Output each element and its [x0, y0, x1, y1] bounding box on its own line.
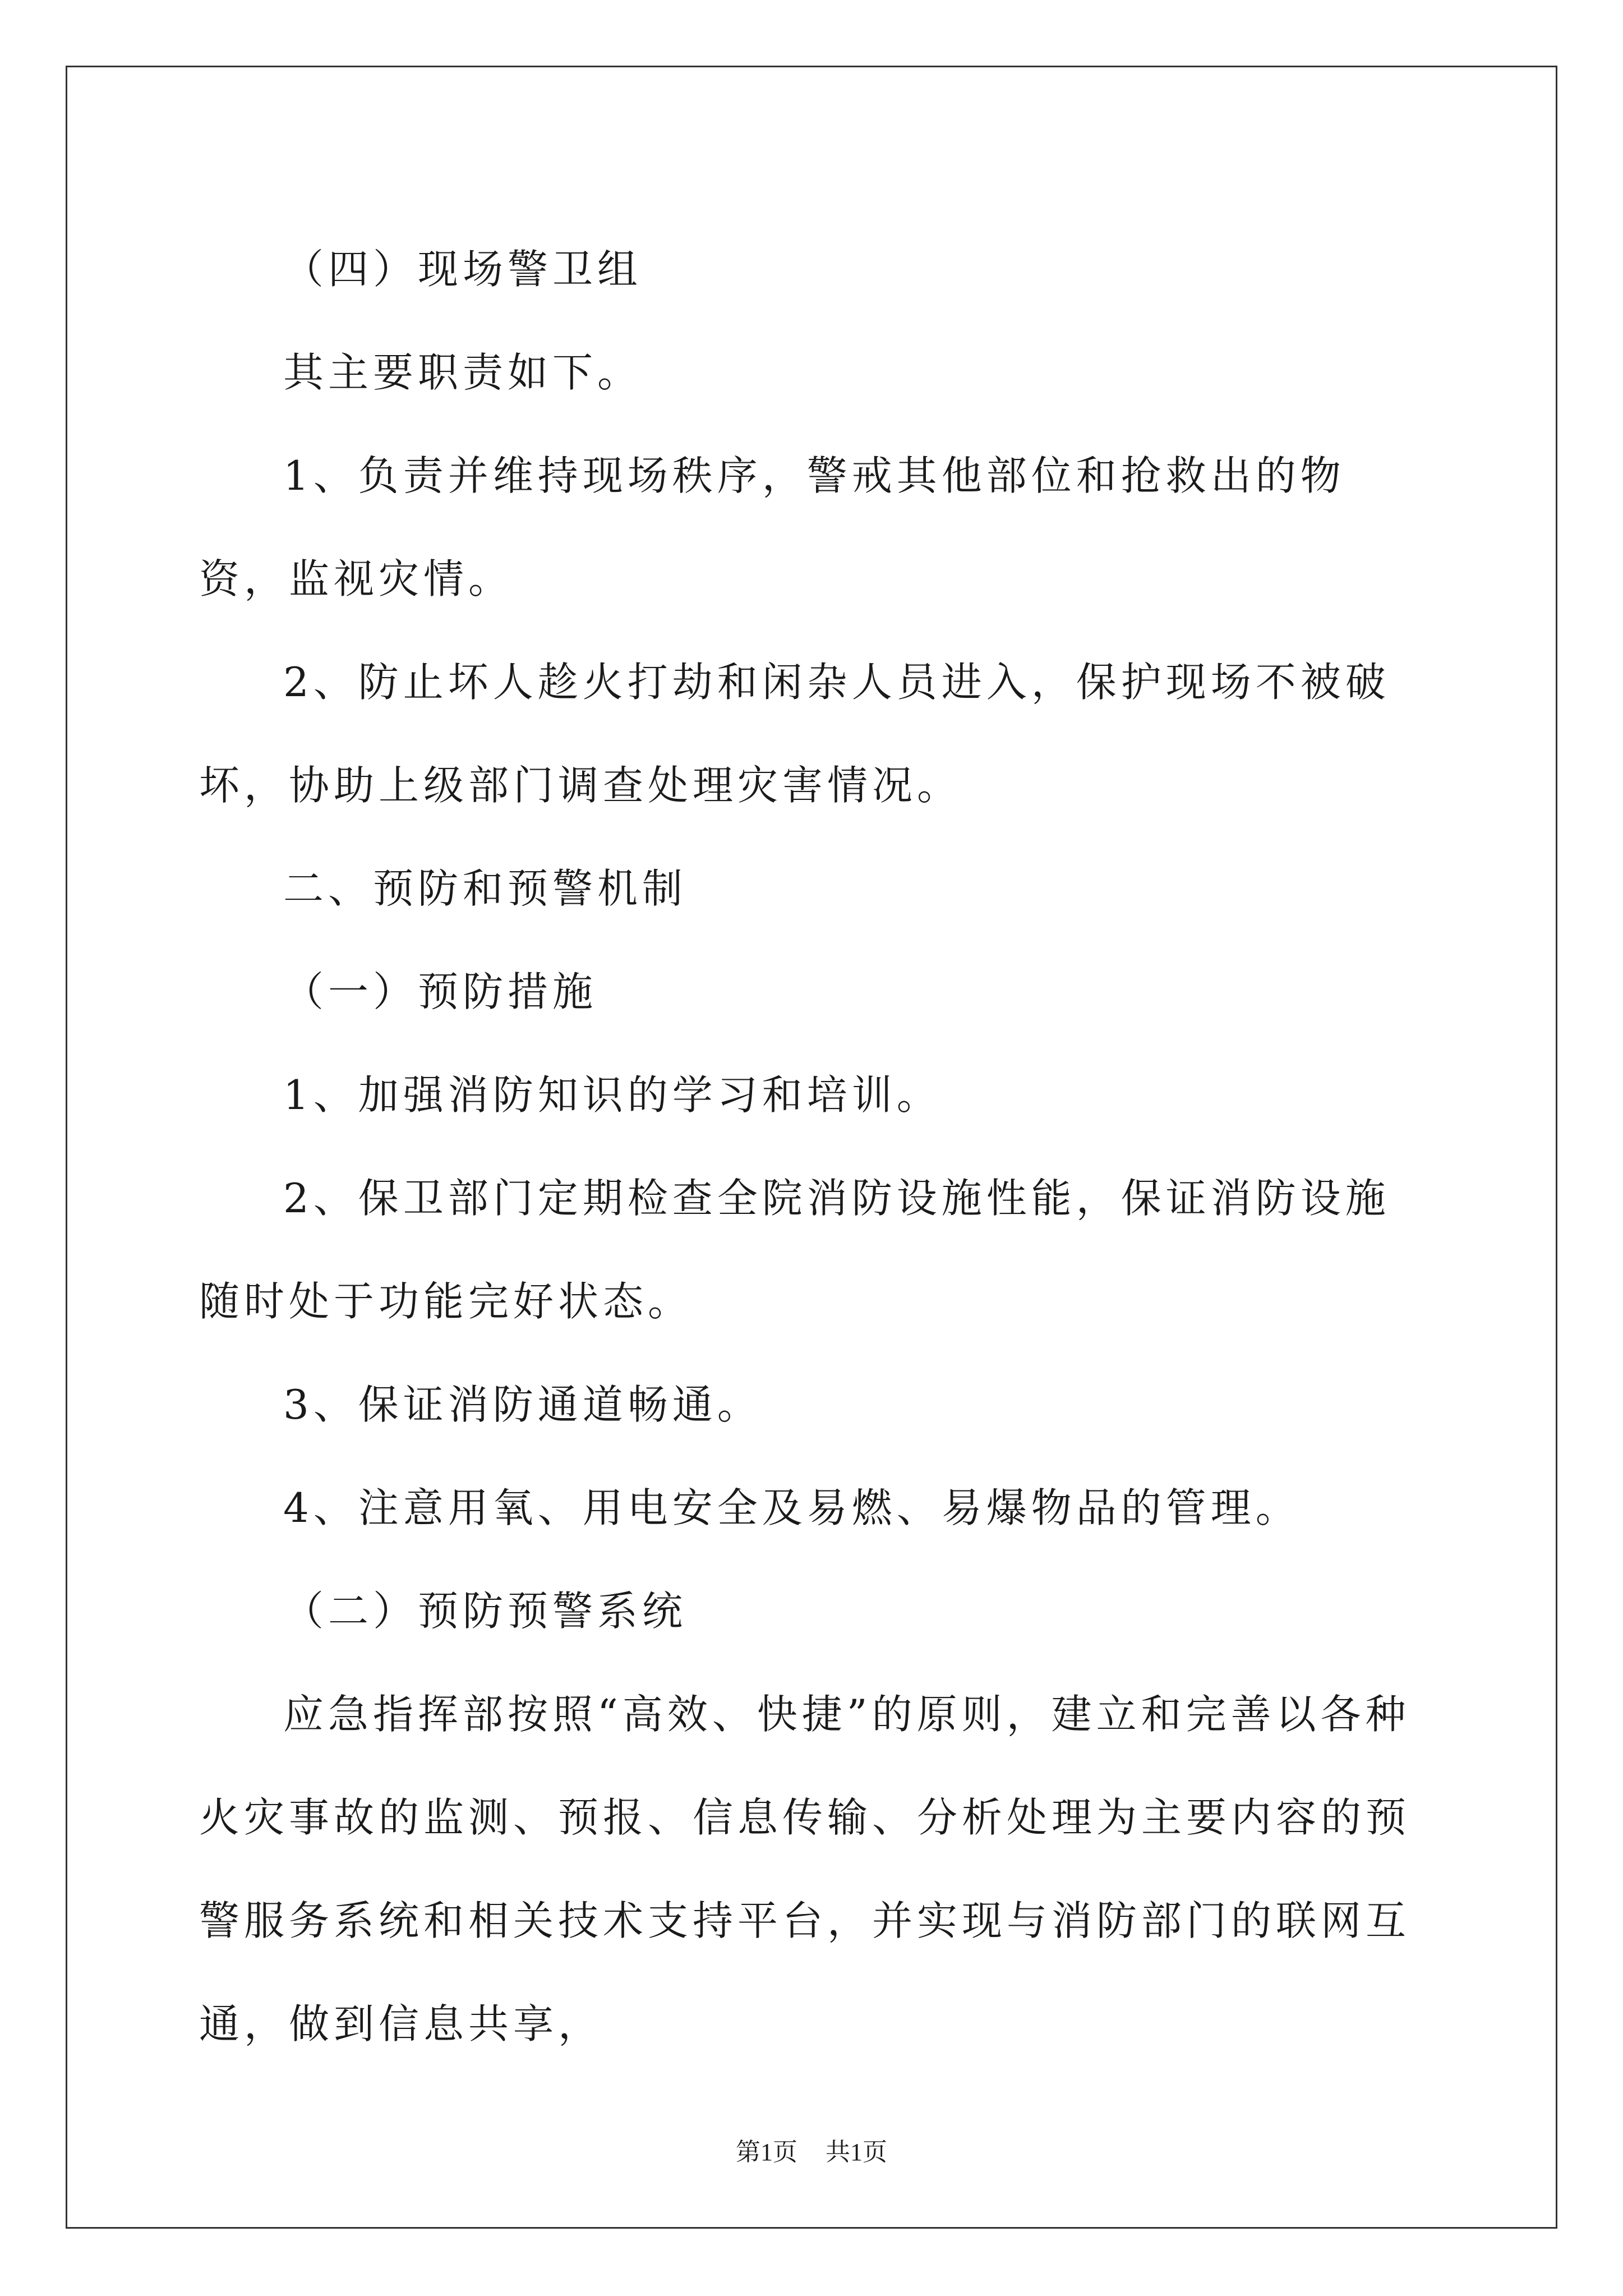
page-total: 共1页	[826, 2138, 887, 2166]
paragraph-measure-1: 1、加强消防知识的学习和培训。	[283, 1071, 942, 1119]
heading-prevention-measures: （一）预防措施	[283, 968, 598, 1015]
page-number: 第1页	[736, 2138, 797, 2166]
document-body	[199, 218, 1433, 2076]
paragraph-duty-1: 1、负责并维持现场秩序，警戒其他部位和抢救出的物资，监视灾情。	[199, 452, 1345, 602]
heading-warning-system: （二）预防预警系统	[283, 1588, 688, 1635]
heading-prevention-warning: 二、预防和预警机制	[283, 865, 688, 912]
paragraph-measure-2: 2、保卫部门定期检查全院消防设施性能，保证消防设施随时处于功能完好状态。	[199, 1175, 1390, 1325]
paragraph-measure-3: 3、保证消防通道畅通。	[283, 1381, 762, 1428]
paragraph-warning-system: 应急指挥部按照“高效、快捷”的原则，建立和完善以各种火灾事故的监测、预报、信息传输、分析处理为主要内容的预警服务系统和相关技术支持平台，并实现与消防部门的联网互通，做到信息共享，	[199, 1691, 1411, 2047]
heading-site-security-group: （四）现场警卫组	[283, 246, 643, 293]
paragraph-duties-intro: 其主要职责如下。	[283, 349, 643, 396]
page-footer	[0, 2132, 1623, 2168]
paragraph-duty-2: 2、防止坏人趁火打劫和闲杂人员进入，保护现场不被破坏，协助上级部门调查处理灾害情况。	[199, 659, 1390, 809]
paragraph-measure-4: 4、注意用氧、用电安全及易燃、易爆物品的管理。	[283, 1484, 1301, 1531]
